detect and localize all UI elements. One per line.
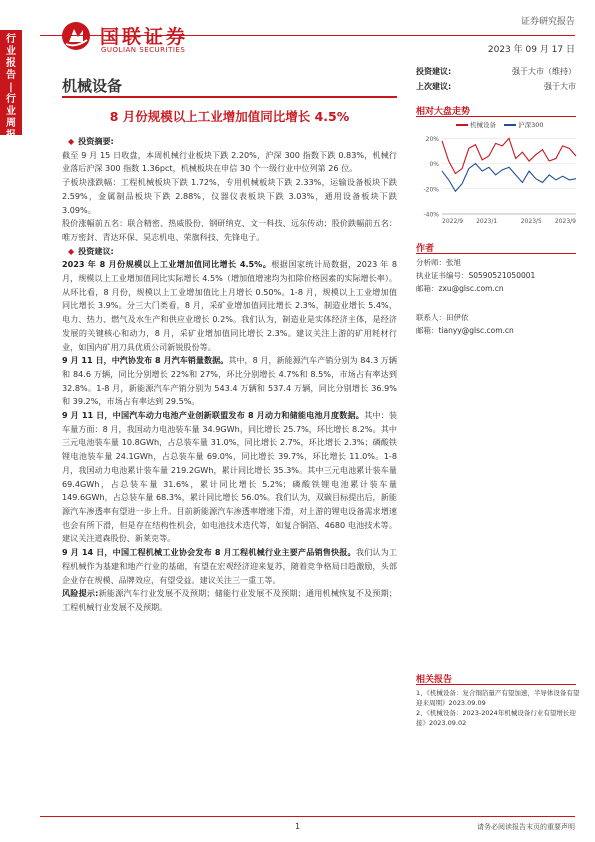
band-char: 行	[6, 94, 16, 105]
document-type: 证券研究报告	[520, 17, 575, 27]
industry-name: 机械设备	[62, 77, 123, 95]
author-section-title: 作者	[416, 244, 435, 254]
report-type-band	[0, 30, 22, 141]
footer-divider	[40, 816, 575, 817]
legend-item-industry: 机械设备	[456, 120, 496, 129]
industry-divider	[62, 96, 397, 98]
related-reports-list	[416, 688, 581, 728]
previous-rating-label: 上次建议:	[416, 82, 452, 91]
author-section-divider	[416, 253, 576, 254]
diamond-bullet-icon: ◆	[68, 246, 75, 256]
series-line	[442, 138, 576, 173]
band-char: 业	[6, 106, 16, 117]
disclaimer-note: 请务必阅读报告末页的重要声明	[477, 823, 575, 831]
x-tick-label: 2022/9	[442, 218, 464, 225]
previous-rating-value: 强于大市	[544, 82, 576, 91]
advice-paragraph-auto: 9 月 11 日，中汽协发布 8 月汽车销量数据。其中，8 月，新能源汽车产销分别为 84.3 万辆和 84.6 万辆，同比分别增长 22%和 27%，环比分别增长 4.7%和 8.5%，市场占有率达到 32.8%。1-8 月，新能源汽车产销分别为 543.4 万辆和 537.4 万辆，同比分别增长 36.9%和 39.2%，市场占有率达到 29.5%。	[62, 355, 397, 407]
summary-paragraph-1: 截至 9 月 15 日收盘，本周机械行业板块下跌 2.20%，沪深 300 指数下跌 0.83%，机械行业落后沪深 300 指数 1.36pct，机械板块在申信 30 个一级行业中位列第 26 位。	[62, 149, 397, 174]
band-char: 行	[6, 34, 16, 45]
report-title: 8 月份规模以上工业增加值同比增长 4.5%	[109, 109, 350, 124]
analyst-name: 分析师：张旭	[416, 258, 461, 267]
advice-paragraph-construction: 9 月 14 日，中国工程机械工业协会发布 8 月工程机械行业主要产品销售快报。我们认为工程机械作为基建和地产行业的基础，有望在宏观经济迎来复苏，随着竞争格局日趋激励，头部企业存在规模、品牌效应，有望受益。建议关注三一重工等。	[62, 547, 397, 585]
summary-heading: ◆ 投资摘要:	[68, 136, 114, 146]
logo-text-cn: 国联证券	[100, 26, 189, 48]
diamond-bullet-icon: ◆	[68, 137, 75, 146]
related-reports-divider	[416, 684, 576, 685]
investment-rating	[416, 66, 576, 77]
rating-label: 投资建议:	[416, 67, 452, 76]
contact-email[interactable]: 邮箱：tianyy@glsc.com.cn	[416, 326, 514, 335]
report-body	[62, 135, 397, 615]
analyst-email[interactable]: 邮箱：zxu@glsc.com.cn	[416, 284, 504, 293]
related-report-item[interactable]: 1、《机械设备：复合铜箔量产有望加速，半导体设备有望迎来周期》2023.09.09	[416, 689, 580, 707]
report-date: 2023 年 09 月 17 日	[487, 45, 575, 55]
previous-rating	[416, 81, 576, 92]
analyst-cert-number: 执业证书编号：S0590521050001	[416, 271, 536, 280]
y-tick-label: 0%	[429, 161, 439, 169]
chart-svg	[416, 118, 581, 228]
band-char: 业	[6, 46, 16, 57]
chart-section-divider	[416, 116, 576, 117]
x-tick-label: 2023/5	[520, 218, 542, 225]
advice-paragraph-industrial: 2023 年 8 月份规模以上工业增加值同比增长 4.5%。根据国家统计局数据，2023 年 8 月，规模以上工业增加值同比实际增长 4.5%（增加值增速均为扣除价格因素的实际增长率）。从环比看，8 月份，规模以上工业增加值比上月增长 0.50%。1-8 月，规模以上工业增加值同比增长 3.9%。分三大门类看，8 月，采矿业增加值同比增长 2.3%，制造业增长 5.4%，电力、热力、燃气及水生产和供应业增长 0.2%。我们认为，制造业是实体经济主体，是经济发展的关键核心和动力，8 月，采矿业增加值同比增长 2.3%。建议关注上游的矿用耗材行业，如国内矿用刀具优质公司新锐股份等。	[62, 259, 397, 352]
legend-item-index: 沪深300	[504, 120, 543, 129]
advice-heading: ◆ 投资建议:	[68, 245, 114, 256]
y-tick-label: -40%	[423, 211, 439, 219]
company-logo-icon	[60, 20, 92, 52]
logo-text-en: GUOLIAN SECURITIES	[101, 46, 186, 54]
advice-paragraph-battery: 9 月 11 日，中国汽车动力电池产业创新联盟发布 8 月动力和储能电池月度数据。其中：装车量方面：8 月，我国动力电池装车量 34.9GWh，同比增长 25.7%，环比增长 8.2%。其中三元电池装车量 10.8GWh，占总装车量 31.0%，同比增长 2.7%，环比增长 2.3%；磷酸铁锂电池装车量 24.1GWh，占总装车量 69.0%，同比增长 39.7%，环比增长 11.0%。1-8 月，我国动力电池累计装车量 219.2GWh，累计同比增长 35.3%。其中三元电池累计装车量 69.4GWh，占总装车量 31.6%，累计同比增长 5.2%；磷酸铁锂电池累计装车量 149.6GWh，占总装车量 68.3%，累计同比增长 56.0%。我们认为，双碳目标提出后，新能源汽车渗透率有望进一步上升。目前新能源汽车渗透率增速下滑，对上游的锂电设备需求增速也会有所下滑，但是存在结构性机会，如电池技术迭代等，如复合铜箔、4680 电池技术等。建议关注道森股份、新莱克等。	[62, 410, 397, 544]
contact-name: 联系人：田伊依	[416, 313, 469, 322]
band-char: 告	[6, 70, 16, 81]
related-reports-title: 相关报告	[416, 675, 453, 685]
y-tick-label: -20%	[423, 186, 439, 194]
band-char: |	[9, 82, 13, 93]
related-report-item[interactable]: 2、《机械设备：2023-2024年机械设备行业有望增长迎接》2023.09.02	[416, 709, 576, 727]
x-tick-label: 2023/1	[476, 218, 498, 225]
band-char: 周	[6, 118, 16, 129]
relative-performance-chart	[416, 118, 581, 228]
rating-value: 强于大市（维持）	[512, 67, 576, 76]
summary-paragraph-3: 股价涨幅前五名：联合精密、热威股份、钢研纳克、文一科技、远东传动；股价跌幅前五名：唯万密封、青达环保、昊志机电、荣旗科技、先锋电子。	[62, 218, 397, 242]
header-divider	[40, 35, 575, 36]
chart-legend	[456, 120, 550, 129]
x-tick-label: 2023/9	[554, 218, 576, 225]
y-tick-label: 20%	[425, 135, 439, 143]
summary-paragraph-2: 子板块涨跌幅：工程机械板块下跌 1.72%，专用机械板块下跌 2.33%，运输设备板块下跌 2.59%，金属制品板块下跌 2.88%，仪器仪表板块下跌 3.03%，通用设备板块下跌 3.09%。	[62, 177, 397, 215]
risk-paragraph: 风险提示:新能源汽车行业发展不及预期；储能行业发展不及预期；通用机械恢复不及预期；工程机械行业发展不及预期。	[62, 588, 397, 612]
company-logo	[60, 20, 230, 60]
band-char: 报	[6, 58, 16, 69]
page-number: 1	[295, 822, 301, 831]
band-char: 报	[6, 130, 16, 141]
chart-section-title: 相对大盘走势	[416, 107, 471, 117]
